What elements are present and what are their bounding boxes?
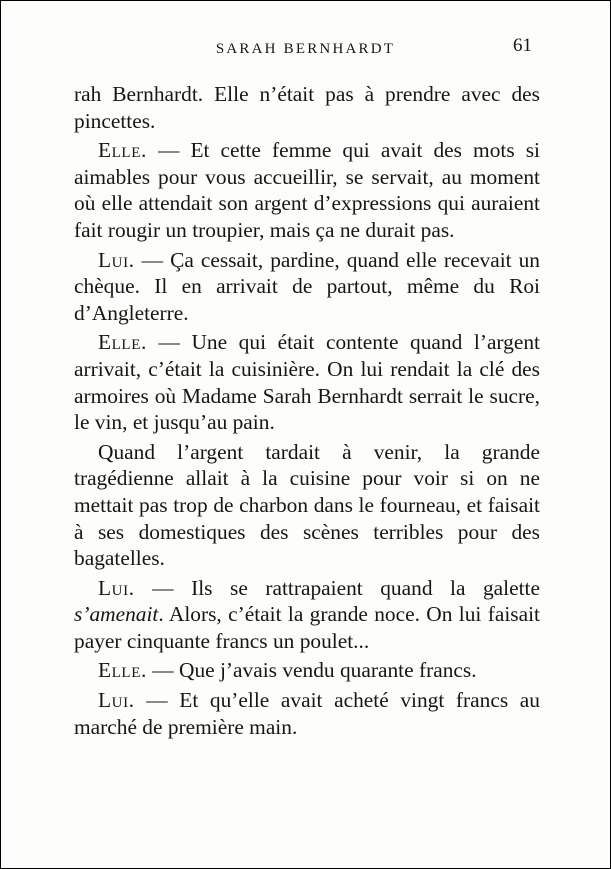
running-head xyxy=(1,35,610,59)
dialogue-paragraph xyxy=(74,575,540,655)
speaker-label: Lui. xyxy=(98,247,135,272)
speaker-label: Elle. xyxy=(98,658,147,683)
dialogue-text-continued: . Alors, c’était la grande noce. On lui faisait payer cinquante francs un poulet... xyxy=(74,602,540,653)
dialogue-paragraph xyxy=(74,657,540,684)
dialogue-text: — Une qui était contente quand l’argent arrivait, c’était la cuisinière. On lui rendait la clé des armoires où Madame Sarah Bernhardt serrait le sucre, le vin, et jusqu’au pain. xyxy=(74,330,540,435)
dialogue-text: — Que j’avais vendu quarante francs. xyxy=(146,658,477,683)
speaker-label: Lui. xyxy=(98,688,135,713)
dialogue-text: — Ça cessait, pardine, quand elle recevait un chèque. Il en arrivait de partout, même du Roi d’Angleterre. xyxy=(74,247,540,325)
dialogue-paragraph xyxy=(74,247,540,327)
page-number: 61 xyxy=(513,35,532,56)
speaker-label: Elle. xyxy=(98,138,147,163)
paragraph xyxy=(74,81,540,134)
speaker-label: Elle. xyxy=(98,330,147,355)
dialogue-paragraph xyxy=(74,137,540,243)
speaker-label: Lui. xyxy=(98,575,135,600)
body-text xyxy=(74,81,540,740)
italic-emphasis: s’amenait xyxy=(74,602,159,627)
running-title: SARAH BERNHARDT xyxy=(215,41,396,57)
dialogue-paragraph xyxy=(74,329,540,435)
paragraph-text: rah Bernhardt. Elle n’était pas à prendre avec des pincettes. xyxy=(74,82,540,133)
dialogue-text: — Et qu’elle avait acheté vingt francs au marché de première main. xyxy=(74,688,540,739)
paragraph-text: Quand l’argent tardait à venir, la grande tragédienne allait à la cuisine pour voir si on ne mettait pas trop de charbon dans le fourneau, et faisait à ses domestiques des scènes terribles pour des bagatelles. xyxy=(74,439,540,571)
dialogue-paragraph xyxy=(74,687,540,740)
dialogue-text: — Et cette femme qui avait des mots si aimables pour vous accueillir, se servait, au moment où elle attendait son argent d’expressions qui auraient fait rougir un troupier, mais ça ne durait pas. xyxy=(74,138,540,242)
narrative-paragraph xyxy=(74,439,540,572)
dialogue-text: — Ils se rattrapaient quand la galette xyxy=(134,575,540,600)
